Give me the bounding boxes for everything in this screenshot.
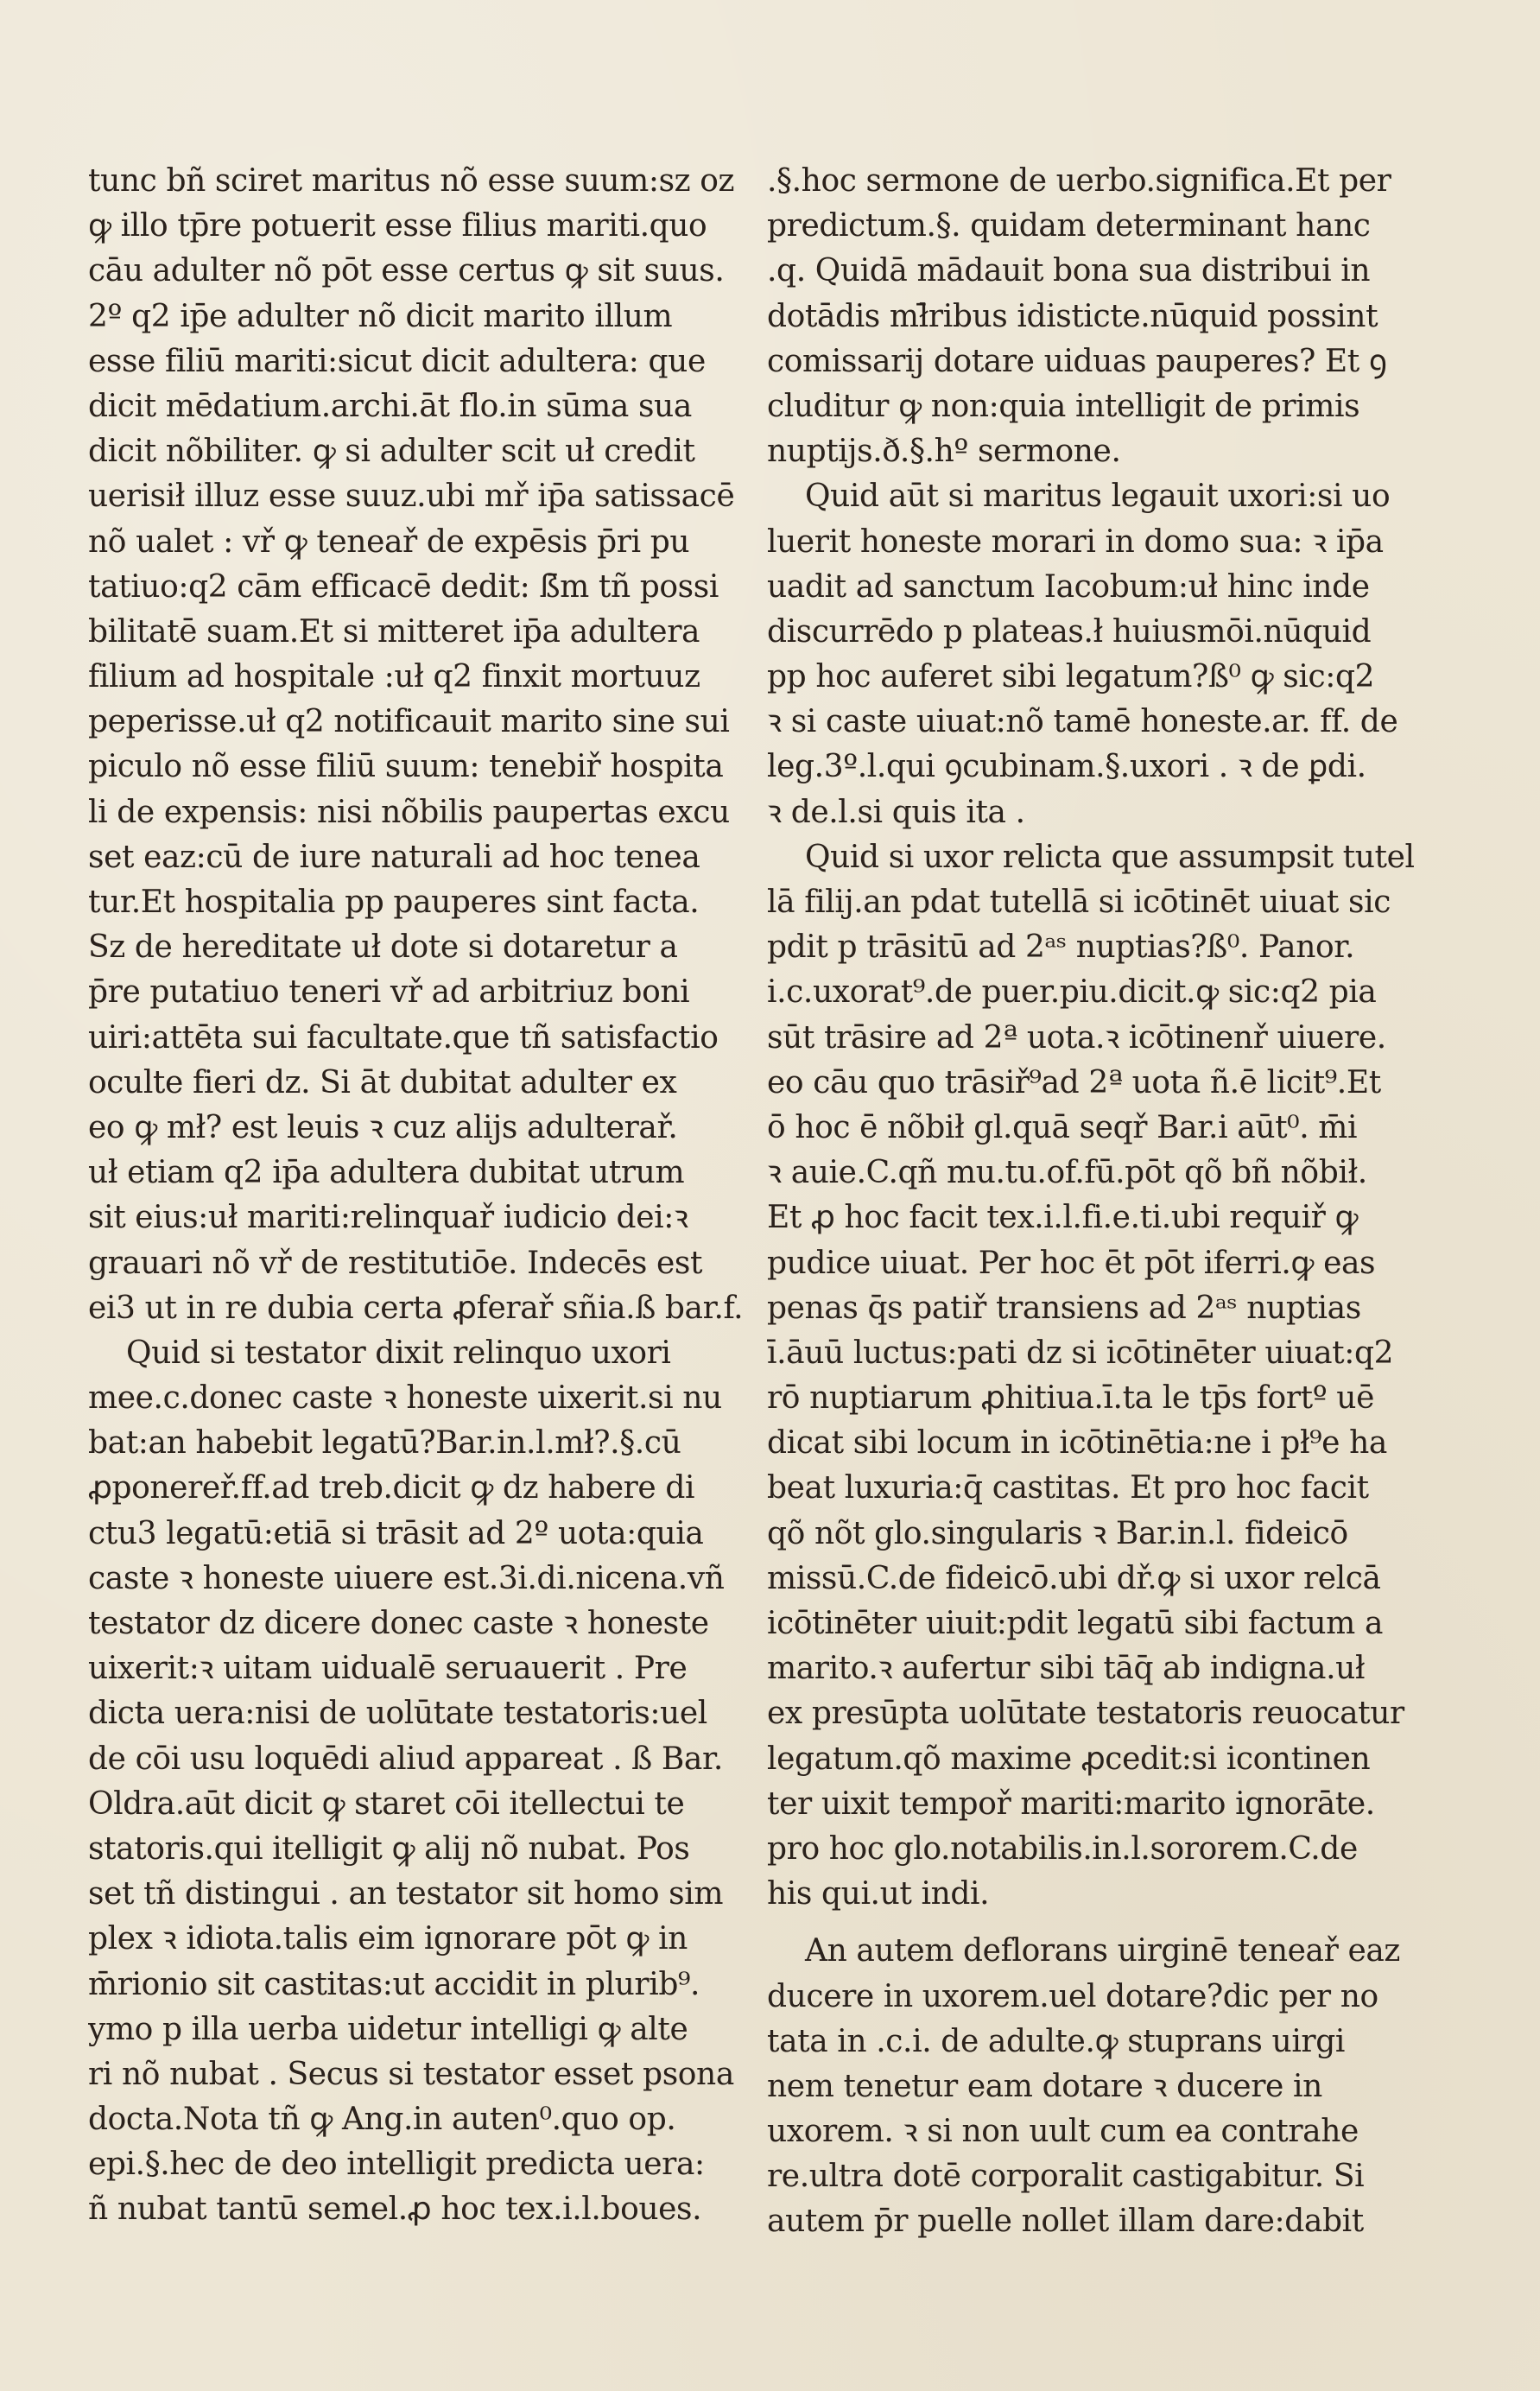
text-line: dicit mēdatium.archi.āt flo.in sūma sua <box>88 388 692 424</box>
text-line: ō hoc ē nõbił gl.quā seqř Bar.i aūt⁰. m̄i <box>767 1109 1358 1145</box>
text-line: pro hoc glo.notabilis.in.l.sororem.C.de <box>767 1830 1358 1867</box>
text-line: icōtinēter uiuit:pdit legatū sibi factum a <box>767 1606 1384 1641</box>
text-line: ꝛ auie.C.qñ mu.tu.of.fū.pōt qõ bñ nõbił. <box>767 1155 1367 1191</box>
text-line: ꝛ si caste uiuat:nõ tamē honeste.ar. ff. de <box>767 704 1398 740</box>
text-line: eo cāu quo trāsiř⁹ad 2ª uota ñ.ē licit⁹.Et <box>767 1064 1381 1100</box>
text-line: .q. Quidā mādauit bona sua distribui in <box>767 253 1371 289</box>
text-line: re.ultra dotē corporalit castigabitur. Si <box>767 2159 1365 2195</box>
text-line: i.c.uxorat⁹.de puer.piu.dicit.ꝙ sic:q2 pia <box>767 974 1377 1011</box>
text-line: grauari nõ vř de restitutiōe. Indecēs est <box>88 1245 703 1281</box>
text-line: ꝛ de.l.si quis ita . <box>767 794 1025 830</box>
text-line: uixerit:ꝛ uitam uidualē seruauerit . Pre <box>88 1651 688 1687</box>
paragraph-gap <box>767 1917 1423 1929</box>
left-text-column <box>88 159 745 2233</box>
text-line: sit eius:uł mariti:relinquař iudicio dei:ꝛ <box>88 1200 688 1236</box>
text-line: uadit ad sanctum Iacobum:uł hinc inde <box>767 568 1370 605</box>
text-line: nuptijs.ð.§.hº sermone. <box>767 434 1121 470</box>
text-line: Et ꝓ hoc facit tex.i.l.fi.e.ti.ubi requiř ꝙ <box>767 1200 1359 1236</box>
text-line: penas q̄s patiř transiens ad 2ᵃˢ nuptias <box>767 1290 1361 1326</box>
text-line: cāu adulter nõ pōt esse certus ꝙ sit suus. <box>88 253 725 289</box>
text-line: tata in .c.i. de adulte.ꝙ stuprans uirgi <box>767 2023 1346 2059</box>
text-line: 2º q2 ip̄e adulter nõ dicit marito illum <box>88 298 673 334</box>
text-line: m̄rionio sit castitas:ut accidit in plurib⁹. <box>88 1966 700 2002</box>
text-line: ī.āuū luctus:pati dz si icōtinēter uiuat:q2 <box>767 1335 1394 1371</box>
paragraph-start-line: An autem deflorans uirginē teneař eaz <box>805 1933 1400 1969</box>
text-line: lā filij.an pdat tutellā si icōtinēt uiuat sic <box>767 885 1391 920</box>
text-line: plex ꝛ idiota.talis eim ignorare pōt ꝙ in <box>88 1921 688 1957</box>
text-line: cluditur ꝙ non:quia intelligit de primis <box>767 388 1360 424</box>
text-line: ymo p illa uerba uidetur intelligi ꝙ alte <box>88 2011 688 2047</box>
text-line: li de expensis: nisi nõbilis paupertas excu <box>88 794 730 830</box>
text-line: set eaz:cū de iure naturali ad hoc tenea <box>88 839 700 875</box>
text-line: uxorem. ꝛ si non uult cum ea contrahe <box>767 2114 1359 2150</box>
text-line: pudice uiuat. Per hoc ēt pōt iferri.ꝙ eas <box>767 1245 1376 1281</box>
text-line: ter uixit tempoř mariti:marito ignorāte. <box>767 1785 1375 1822</box>
text-line: pdit p trāsitū ad 2ᵃˢ nuptias?ß⁰. Panor. <box>767 929 1355 966</box>
text-line: testator dz dicere donec caste ꝛ honeste <box>88 1606 709 1641</box>
text-line: .§.hoc sermone de uerbo.significa.Et per <box>767 163 1391 199</box>
text-line: ducere in uxorem.uel dotare?dic per no <box>767 1978 1378 2014</box>
right-text-column <box>767 159 1423 2245</box>
paragraph-start-line: Quid si testator dixit relinquo uxori <box>126 1335 671 1371</box>
text-line: bilitatē suam.Et si mitteret ip̄a adultera <box>88 613 700 650</box>
text-line: uł etiam q2 ip̄a adultera dubitat utrum <box>88 1155 685 1191</box>
text-line: Oldra.aūt dicit ꝙ staret cōi itellectui te <box>88 1785 685 1822</box>
text-line: uiri:attēta sui facultate.que tñ satisfactio <box>88 1019 719 1056</box>
text-line: comissarij dotare uiduas pauperes? Et ꝯ <box>767 343 1387 379</box>
text-line: statoris.qui itelligit ꝙ alij nõ nubat. Pos <box>88 1830 690 1867</box>
text-line: piculo nõ esse filiū suum: tenebiř hospita <box>88 749 724 785</box>
text-line: nem tenetur eam dotare ꝛ ducere in <box>767 2068 1322 2104</box>
text-line: oculte fieri dz. Si āt dubitat adulter ex <box>88 1064 677 1100</box>
text-line: peperisse.uł q2 notificauit marito sine sui <box>88 704 730 740</box>
text-line: tur.Et hospitalia pp pauperes sint facta. <box>88 885 700 920</box>
text-line: tatiuo:q2 cām efficacē dedit: ß̄m tñ possi <box>88 568 719 605</box>
text-line: nõ ualet : vř ꝙ teneař de expēsis p̄ri pu <box>88 523 690 560</box>
text-line: ꝓponereř.ff.ad treb.dicit ꝙ dz habere di <box>88 1470 695 1506</box>
text-line: dicat sibi locum in icōtinētia:ne i pł⁹e ha <box>767 1425 1387 1462</box>
text-line: dotādis mł̄ribus idisticte.nūquid possint <box>767 298 1378 334</box>
text-line: set tñ distingui . an testator sit homo sim <box>88 1876 724 1912</box>
text-line: mee.c.donec caste ꝛ honeste uixerit.si nu <box>88 1380 722 1417</box>
text-line: pp hoc auferet sibi legatum?ß⁰ ꝙ sic:q2 <box>767 659 1375 695</box>
text-line: de cōi usu loquēdi aliud appareat . ß Bar. <box>88 1741 723 1777</box>
text-line: epi.§.hec de deo intelligit predicta uera: <box>88 2147 705 2183</box>
text-line: ctu3 legatū:etiā si trāsit ad 2º uota:quia <box>88 1515 704 1551</box>
text-line: esse filiū mariti:sicut dicit adultera: que <box>88 343 706 379</box>
text-line: Sz de hereditate uł dote si dotaretur a <box>88 929 678 966</box>
text-line: p̄re putatiuo teneri vř ad arbitriuz boni <box>88 974 690 1011</box>
text-line: ꝙ illo tp̄re potuerit esse filius mariti.quo <box>88 208 707 244</box>
text-line: marito.ꝛ aufertur sibi tāq̄ ab indigna.uł <box>767 1651 1366 1687</box>
text-line: ex presūpta uolūtate testatoris reuocatur <box>767 1696 1404 1732</box>
text-line: luerit honeste morari in domo sua: ꝛ ip̄a <box>767 523 1384 560</box>
text-line: tunc bñ sciret maritus nõ esse suum:sz oz <box>88 163 735 199</box>
text-line: ñ nubat tantū semel.ꝓ hoc tex.i.l.boues. <box>88 2191 702 2228</box>
paragraph-start-line: Quid aūt si maritus legauit uxori:si uo <box>805 479 1391 515</box>
text-line: legatum.qõ maxime ꝓcedit:si icontinen <box>767 1741 1371 1777</box>
text-line: rō nuptiarum ꝓhitiua.ī.ta le tp̄s fortº uē <box>767 1380 1374 1417</box>
text-line: bat:an habebit legatū?Bar.in.l.mł?.§.cū <box>88 1425 681 1462</box>
text-line: caste ꝛ honeste uiuere est.3i.di.nicena.vñ <box>88 1560 725 1596</box>
text-line: his qui.ut indi. <box>767 1876 990 1912</box>
text-line: leg.3º.l.qui ꝯcubinam.§.uxori . ꝛ de ꝑdi. <box>767 749 1366 785</box>
text-line: predictum.§. quidam determinant hanc <box>767 208 1371 244</box>
text-line: dicta uera:nisi de uolūtate testatoris:uel <box>88 1696 707 1732</box>
text-line: ri nõ nubat . Secus si testator esset psona <box>88 2056 734 2092</box>
text-line: docta.Nota tñ ꝙ Ang.in auten⁰.quo op. <box>88 2102 676 2138</box>
text-line: eo ꝙ mł? est leuis ꝛ cuz alijs adulterař. <box>88 1109 678 1145</box>
text-line: dicit nõbiliter. ꝙ si adulter scit uł credit <box>88 434 695 470</box>
text-line: discurrēdo p plateas.ł huiusmōi.nūquid <box>767 613 1372 650</box>
text-line: sūt trāsire ad 2ª uota.ꝛ icōtinenř uiuere. <box>767 1019 1386 1056</box>
text-line: ei3 ut in re dubia certa ꝓferař sñia.ß bar.f. <box>88 1290 744 1326</box>
text-line: autem p̄r puelle nollet illam dare:dabit <box>767 2204 1364 2240</box>
text-line: qõ nõt glo.singularis ꝛ Bar.in.l. fideicō <box>767 1515 1348 1551</box>
text-line: missū.C.de fideicō.ubi dř.ꝙ si uxor relcā <box>767 1560 1381 1596</box>
text-line: uerisił illuz esse suuz.ubi mř ip̄a satissacē <box>88 479 735 515</box>
text-line: beat luxuria:q̄ castitas. Et pro hoc facit <box>767 1470 1369 1506</box>
paragraph-start-line: Quid si uxor relicta que assumpsit tutel <box>805 839 1415 875</box>
text-line: filium ad hospitale :uł q2 finxit mortuuz <box>88 659 700 695</box>
